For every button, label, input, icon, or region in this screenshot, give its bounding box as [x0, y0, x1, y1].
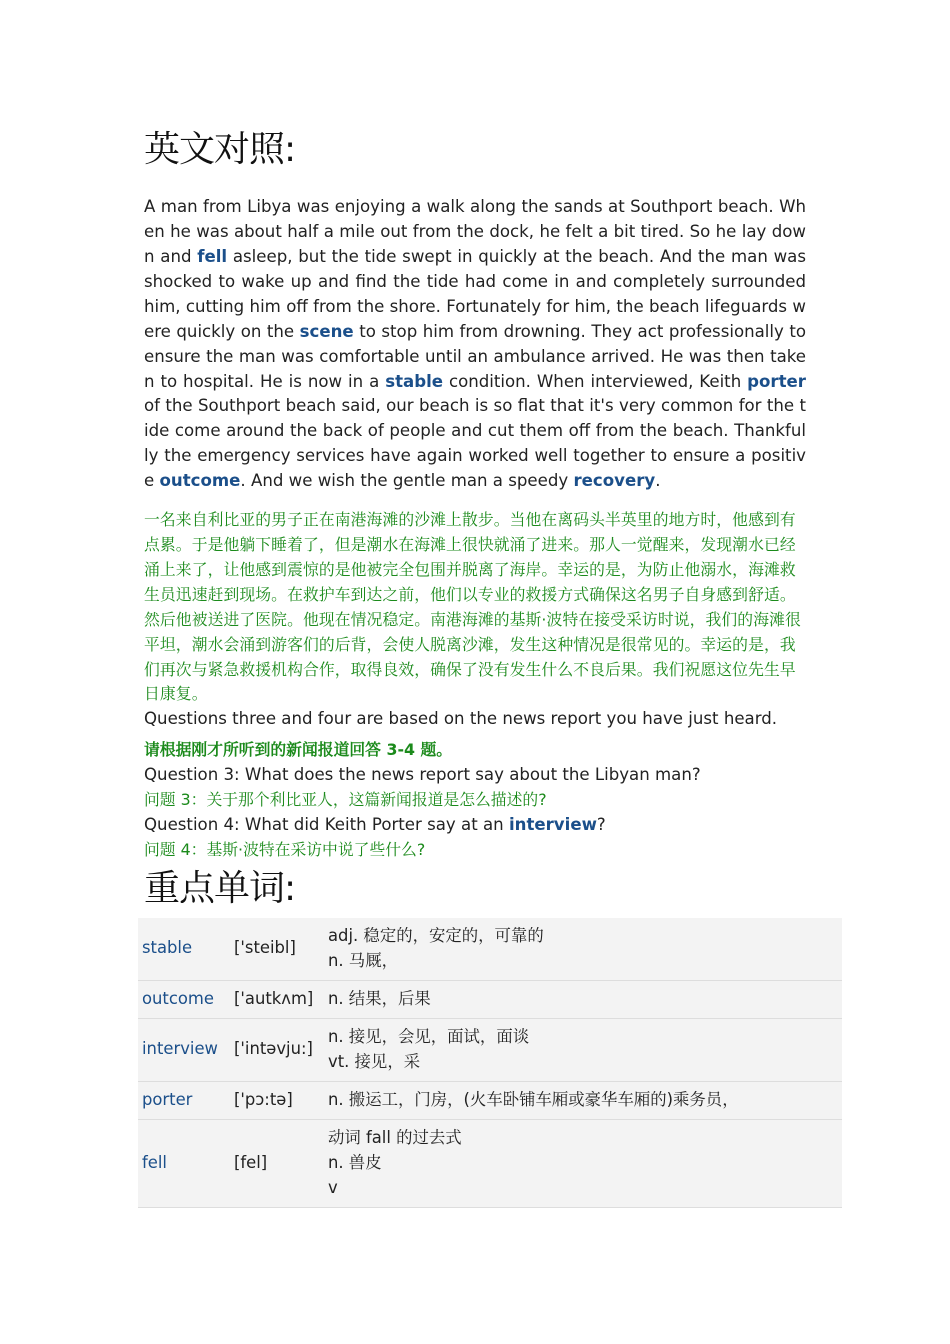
passage-text: condition. When interviewed, Keith [443, 371, 748, 391]
keyword-fell: fell [197, 247, 228, 266]
keyword-scene: scene [299, 321, 354, 341]
chinese-translation: 一名来自利比亚的男子正在南港海滩的沙滩上散步。当他在离码头半英里的地方时，他感到有点累。于是他躺下睡着了，但是潮水在海滩上很快就涌了进来。那人一觉醒来，发现潮水已经涌上来了，让他感到震惊的是他被完全包围并脱离了海岸。幸运的是，为防止他溺水，海滩救生员迅速赶到现场。在救护车到达之前，他们以专业的救援方式确保这名男子自身感到舒适。然后他被送进了医院。他现在情况稳定。南港海滩的基斯·波特在接受采访时说，我们的海滩很平坦，潮水会涌到游客们的后背，会使人脱离沙滩，发生这种情况是很常见的。幸运的是，我们再次与紧急救援机构合作，取得良效，确保了没有发生什么不良后果。我们祝愿这位先生早日康复。 [144, 510, 801, 704]
passage-text: . And we wish the gentle man a speedy [240, 471, 574, 491]
english-passage [144, 195, 806, 494]
vocab-word: fell [138, 1119, 230, 1207]
meaning-line: n. 马厩， [328, 950, 398, 970]
keyword-stable: stable [385, 371, 444, 391]
vocab-meaning [324, 1018, 842, 1081]
vocab-phonetic: [fel] [230, 1119, 324, 1207]
vocab-meaning [324, 1119, 842, 1207]
keyword-recovery: recovery [573, 471, 656, 491]
passage-text: . [655, 471, 661, 491]
question-4-chinese: 问题 4：基斯·波特在采访中说了些什么? [144, 839, 426, 859]
keyword-interview: interview [508, 814, 597, 834]
passage-text: to stop him from drowning. They act professionally to ensure the man was comfortable until an ambulance arrived. He was then taken to hospital. He is now in a [144, 321, 806, 391]
questions-intro-chinese: 请根据刚才所听到的新闻报道回答 3-4 题。 [144, 740, 453, 760]
keyword-porter: porter [747, 371, 806, 391]
vocab-word: stable [138, 918, 230, 980]
vocab-word: interview [138, 1018, 230, 1081]
vocab-phonetic: ['steibl] [230, 918, 324, 980]
vocab-meaning [324, 980, 842, 1018]
passage-text: A man from Libya was enjoying a walk along the sands at Southport beach. When he was about half a mile out from the dock, he felt a bit tired. So he lay down and [144, 197, 806, 266]
questions-intro: Questions three and four are based on the news report you have just heard. [144, 709, 778, 729]
meaning-line: adj. 稳定的，安定的，可靠的 [328, 926, 544, 945]
vocab-row [138, 1018, 842, 1081]
vocab-meaning [324, 1081, 842, 1119]
meaning-line: n. 结果，后果 [328, 988, 431, 1008]
vocab-word: porter [138, 1081, 230, 1119]
question-4-text: ? [596, 814, 606, 834]
section-title-vocabulary: 重点单词: [144, 867, 296, 909]
vocab-row [138, 1119, 842, 1207]
meaning-line: v [328, 1177, 338, 1197]
vocab-row [138, 980, 842, 1018]
passage-text: asleep, but the tide swept in quickly at the beach. And the man was shocked to wake up and find the tide had come in and completely surrounded him, cutting him off from the shore. Fortunately for him, the beach lifeguards were quickly on the [144, 247, 806, 341]
vocab-row [138, 918, 842, 980]
section-title-translation: 英文对照: [144, 129, 296, 170]
question-3: Question 3: What does the news report say about the Libyan man? [144, 765, 701, 785]
meaning-line: vt. 接见，采 [328, 1051, 421, 1071]
vocab-meaning [324, 918, 842, 980]
vocab-row [138, 1081, 842, 1119]
meaning-line: 动词 fall 的过去式 [328, 1127, 462, 1147]
keyword-outcome: outcome [159, 471, 241, 491]
passage-text: of the Southport beach said, our beach is so flat that it's very common for the tide come around the back of people and cut them off from the beach. Thankfully the emergency services have again worked well together to ensure a positive [144, 396, 806, 491]
question-4 [144, 813, 806, 838]
question-4-text: Question 4: What did Keith Porter say at an [144, 814, 509, 834]
meaning-line: n. 接见，会见，面试，面谈 [328, 1026, 530, 1046]
vocab-phonetic: ['autkʌm] [230, 980, 324, 1018]
vocab-phonetic: ['pɔ:tə] [230, 1081, 324, 1119]
vocab-word: outcome [138, 980, 230, 1018]
meaning-line: n. 搬运工，门房，(火车卧铺车厢或豪华车厢的)乘务员， [328, 1089, 739, 1109]
meaning-line: n. 兽皮 [328, 1152, 382, 1172]
document-body [144, 128, 806, 914]
vocabulary-table [138, 918, 842, 1208]
vocab-phonetic: ['intəvju:] [230, 1018, 324, 1081]
question-3-chinese: 问题 3：关于那个利比亚人，这篇新闻报道是怎么描述的? [144, 790, 547, 810]
